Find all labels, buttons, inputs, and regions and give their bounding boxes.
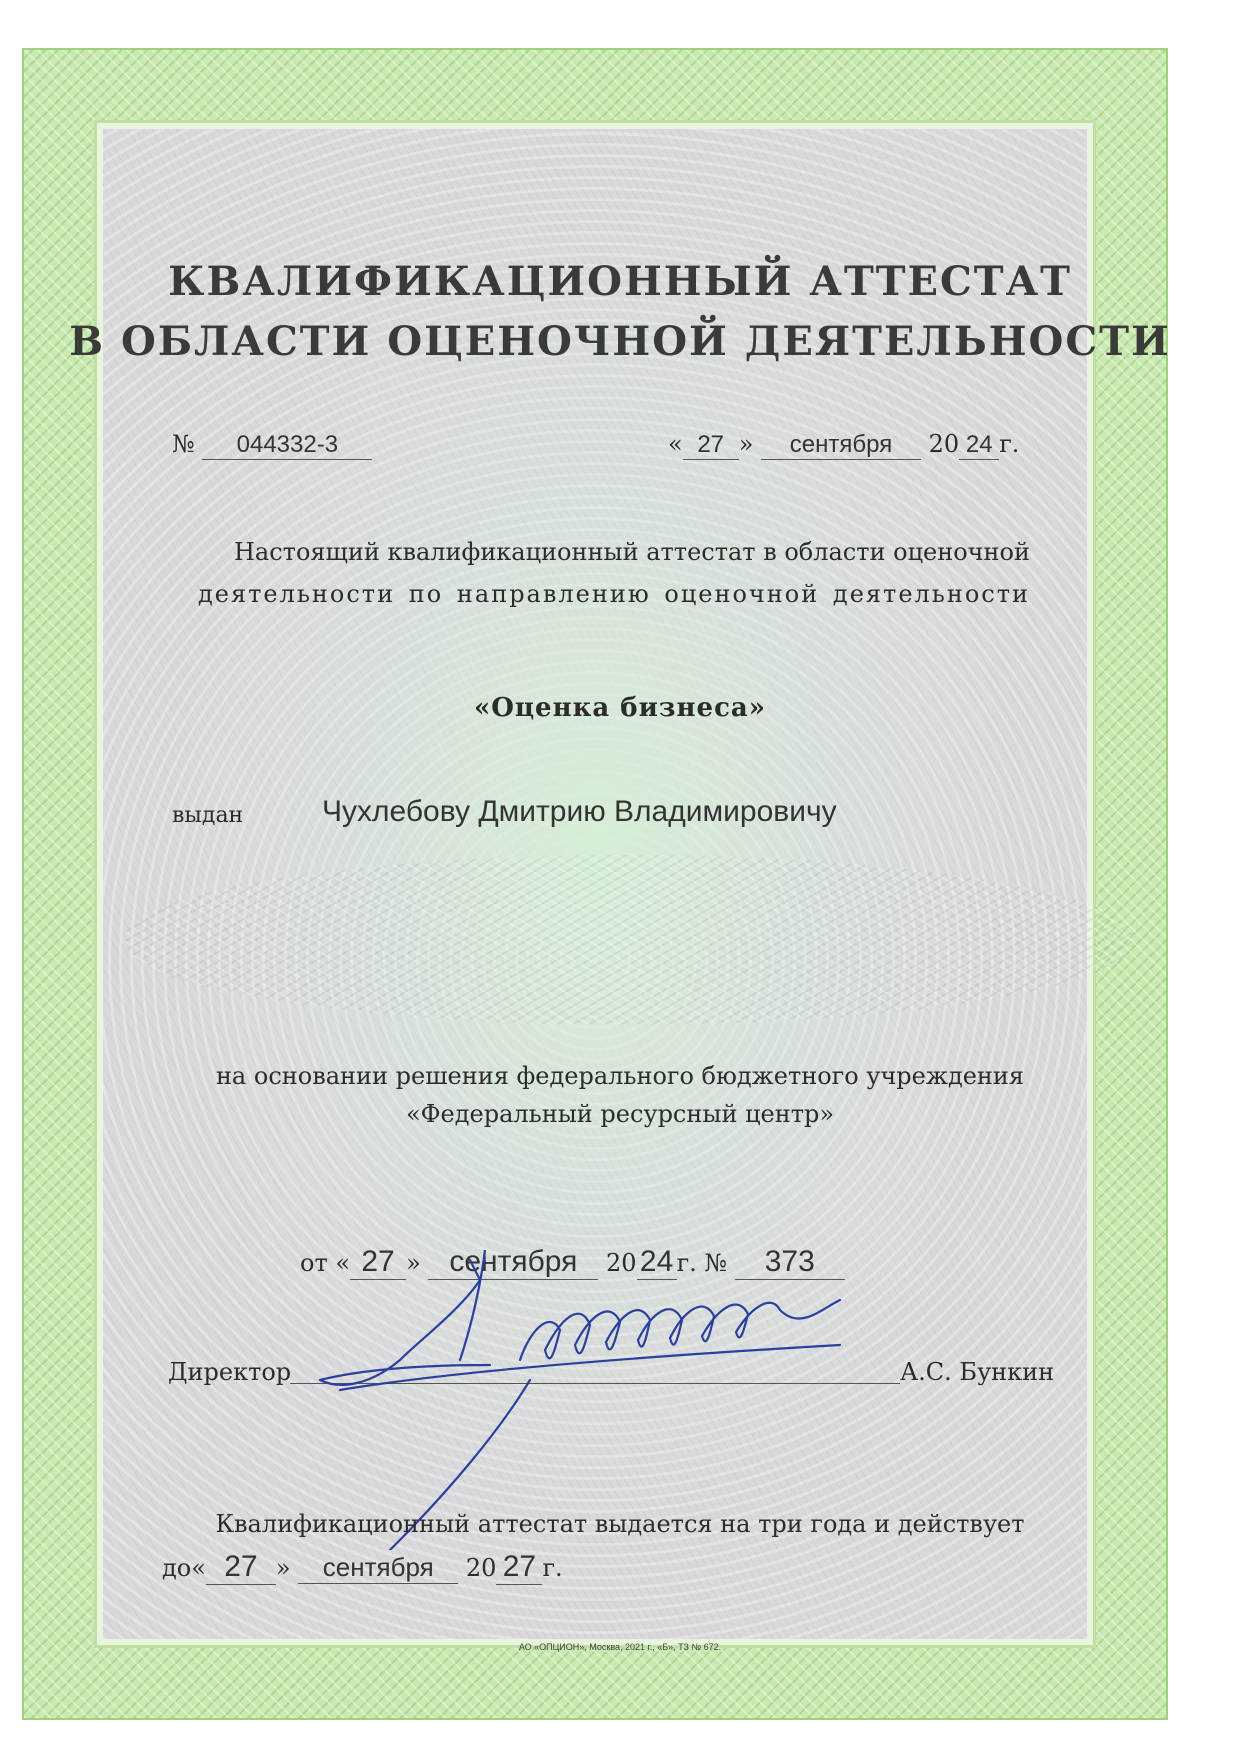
decision-from: от — [300, 1249, 328, 1277]
quote-open: « — [668, 430, 683, 458]
validity-century: 20 — [465, 1554, 497, 1582]
statement-line-1: Настоящий квалификационный аттестат в области оценочной — [233, 538, 1030, 566]
title-line-1: КВАЛИФИКАЦИОННЫЙ АТТЕСТАТ — [168, 258, 1072, 305]
validity-until: до — [162, 1554, 192, 1582]
validity-line-1: Квалификационный аттестат выдается на три года и действует — [215, 1510, 1025, 1538]
decision-num-label: № — [704, 1249, 728, 1277]
issue-day: 27 — [683, 431, 739, 460]
issue-year: 24 — [959, 431, 999, 460]
printer-imprint: АО «ОПЦИОН», Москва, 2021 г., «Б», ТЗ № 672. — [518, 1642, 722, 1652]
validity-year: 27 — [496, 1550, 542, 1585]
director-signature — [280, 1250, 970, 1550]
number-label: № — [172, 430, 195, 458]
validity-day: 27 — [206, 1550, 276, 1585]
quote-close: » — [406, 1249, 421, 1277]
issue-date — [668, 430, 1019, 460]
decision-day: 27 — [350, 1245, 406, 1280]
validity-month: сентября — [298, 1552, 458, 1584]
basis-line-2: «Федеральный ресурсный центр» — [405, 1100, 835, 1128]
issued-to-label: выдан — [172, 803, 244, 828]
statement-line-2: деятельности по направлению оценочной деятельности — [198, 580, 1030, 608]
decision-month: сентября — [428, 1245, 598, 1280]
basis-line-1: на основании решения федерального бюджетного учреждения — [215, 1062, 1025, 1090]
decision-century: 20 — [606, 1249, 637, 1277]
validity-year-suffix: г. — [542, 1554, 563, 1582]
issue-month: сентября — [761, 431, 921, 460]
decision-number: 373 — [735, 1245, 845, 1280]
number-value: 044332-3 — [202, 431, 372, 460]
certificate-number — [172, 430, 372, 460]
quote-close: » — [738, 430, 754, 458]
issue-century: 20 — [928, 430, 960, 458]
decision-year-suffix: г. — [676, 1249, 697, 1277]
quote-close: » — [275, 1554, 291, 1582]
guilloche-lens-ornament — [124, 855, 1134, 1025]
holder-name: Чухлебову Дмитрию Владимировичу — [322, 795, 837, 828]
signatory-role: Директор — [168, 1358, 292, 1386]
validity-date — [162, 1550, 563, 1585]
decision-year: 24 — [637, 1245, 677, 1280]
signatory-name: А.С. Бункин — [900, 1358, 1055, 1386]
direction-name: «Оценка бизнеса» — [473, 693, 767, 723]
title-line-2: В ОБЛАСТИ ОЦЕНОЧНОЙ ДЕЯТЕЛЬНОСТИ — [69, 318, 1171, 365]
issue-year-suffix: г. — [999, 430, 1020, 458]
quote-open: « — [335, 1249, 351, 1277]
quote-open: « — [191, 1554, 206, 1582]
